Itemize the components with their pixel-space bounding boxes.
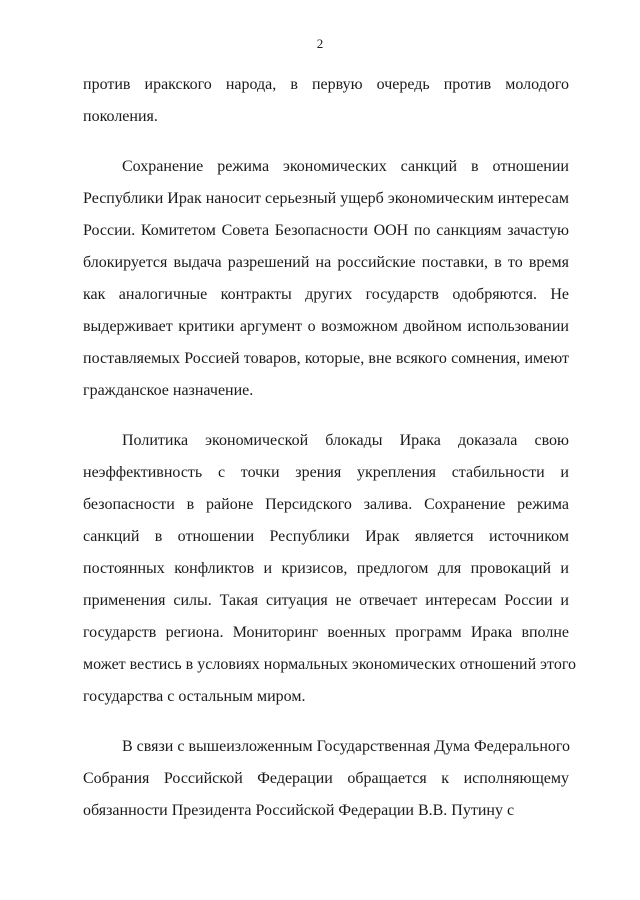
text-line: санкций в отношении Республики Ирак является источником xyxy=(83,528,569,545)
text-line: Республики Ирак наносит серьезный ущерб экономическим интересам xyxy=(83,190,569,207)
text-line: неэффективность с точки зрения укрепления стабильности и xyxy=(83,464,569,481)
paragraph xyxy=(83,731,569,827)
text-line: против иракского народа, в первую очередь против молодого xyxy=(83,76,569,93)
text-line: государств региона. Мониторинг военных программ Ирака вполне xyxy=(83,624,569,641)
text-line: безопасности в районе Персидского залива. Сохранение режима xyxy=(83,496,569,513)
text-line: Политика экономической блокады Ирака доказала свою xyxy=(122,432,569,449)
text-line: поставляемых Россией товаров, которые, вне всякого сомнения, имеют xyxy=(83,350,569,367)
paragraph-gap xyxy=(83,133,569,151)
text-line: России. Комитетом Совета Безопасности ООН по санкциям зачастую xyxy=(83,222,569,239)
text-line: государства с остальным миром. xyxy=(83,688,306,705)
text-line: применения силы. Такая ситуация не отвечает интересам России и xyxy=(83,592,569,609)
text-line: постоянных конфликтов и кризисов, предлогом для провокаций и xyxy=(83,560,569,577)
text-line: выдерживает критики аргумент о возможном двойном использовании xyxy=(83,318,569,335)
text-line: Собрания Российской Федерации обращается к исполняющему xyxy=(83,770,569,787)
text-line: обязанности Президента Российской Федерации В.В. Путину с xyxy=(83,802,515,819)
paragraph xyxy=(83,151,569,407)
paragraph xyxy=(83,425,576,713)
text-line: блокируется выдача разрешений на российские поставки, в то время xyxy=(83,254,569,271)
text-line: В связи с вышеизложенным Государственная Дума Федерального xyxy=(122,738,571,755)
page-number: 2 xyxy=(316,36,324,51)
paragraph-gap xyxy=(83,713,569,731)
text-line: гражданское назначение. xyxy=(83,382,254,399)
document-body xyxy=(83,69,576,827)
text-line: поколения. xyxy=(83,108,158,125)
text-line: Сохранение режима экономических санкций в отношении xyxy=(122,158,569,175)
text-line: может вестись в условиях нормальных экономических отношений этого xyxy=(83,656,576,673)
paragraph xyxy=(83,69,569,133)
text-line: как аналогичные контракты других государств одобряются. Не xyxy=(83,286,569,303)
paragraph-gap xyxy=(83,407,569,425)
